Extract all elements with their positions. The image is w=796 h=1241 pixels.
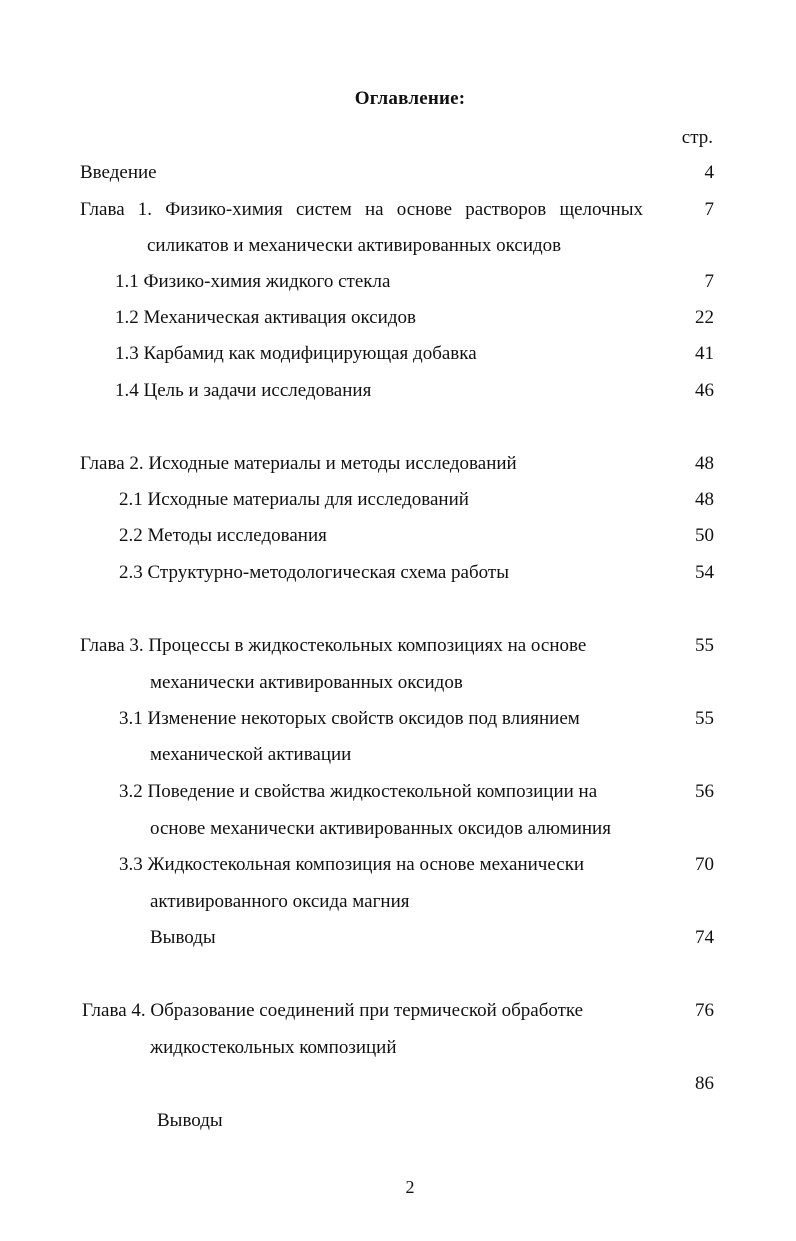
toc-chapter-heading: Глава 2. Исходные материалы и методы исследований <box>80 453 517 474</box>
page-number: 2 <box>405 1177 415 1197</box>
toc-entry-continuation: основе механически активированных оксидов алюминия <box>150 818 611 839</box>
toc-entry-page: 7 <box>704 271 714 292</box>
toc-entry-page: 74 <box>695 927 714 948</box>
toc-chapter-heading: Глава 3. Процессы в жидкостекольных композициях на основе <box>80 635 587 656</box>
toc-entry-page: 54 <box>695 562 714 583</box>
toc-entry-page: 48 <box>695 489 714 510</box>
toc-entry-text: 3.2 Поведение и свойства жидкостекольной композиции на <box>119 781 598 802</box>
toc-entry-text: 1.4 Цель и задачи исследования <box>115 380 372 401</box>
toc-entry-continuation: силикатов и механически активированных оксидов <box>147 235 562 256</box>
toc-entry-text: Выводы <box>157 1110 223 1131</box>
toc-entry-page: 48 <box>695 453 714 474</box>
page-column-header: стр. <box>681 127 713 148</box>
toc-entry-text: 3.1 Изменение некоторых свойств оксидов под влиянием <box>119 708 580 729</box>
toc-entry-page: 41 <box>695 343 714 364</box>
toc-entry-text: Выводы <box>150 927 216 948</box>
toc-entry-page: 7 <box>704 199 714 220</box>
toc-entry-page: 70 <box>695 854 714 875</box>
toc-entry-text: 3.3 Жидкостекольная композиция на основе механически <box>119 854 585 875</box>
toc-entry-page: 46 <box>695 380 714 401</box>
toc-entry-page: 50 <box>695 525 714 546</box>
toc-entry-text: 1.3 Карбамид как модифицирующая добавка <box>115 343 477 364</box>
toc-chapter-heading: Глава 4. Образование соединений при термической обработке <box>82 1000 584 1021</box>
toc-entry-page: 86 <box>695 1073 714 1094</box>
toc-entry-continuation: механической активации <box>150 744 352 765</box>
toc-entry-continuation: жидкостекольных композиций <box>150 1037 397 1058</box>
toc-entry-text: 2.3 Структурно-методологическая схема работы <box>119 562 509 583</box>
toc-entry-text: 2.1 Исходные материалы для исследований <box>119 489 469 510</box>
toc-entry-page: 76 <box>695 1000 714 1021</box>
toc-entry-page: 22 <box>695 307 714 328</box>
toc-entry-text: Введение <box>80 162 157 183</box>
toc-entry-continuation: механически активированных оксидов <box>150 672 463 693</box>
toc-entry-continuation: активированного оксида магния <box>150 891 410 912</box>
toc-entry-page: 56 <box>695 781 714 802</box>
toc-entry-text: 1.1 Физико-химия жидкого стекла <box>115 271 391 292</box>
page-title: Оглавление: <box>354 88 466 109</box>
toc-entry-page: 4 <box>704 162 714 183</box>
toc-entry-text: 2.2 Методы исследования <box>119 525 327 546</box>
toc-entry-page: 55 <box>695 635 714 656</box>
toc-entry-text: 1.2 Механическая активация оксидов <box>115 307 416 328</box>
toc-chapter-heading: Глава 1. Физико-химия систем на основе растворов щелочных <box>80 199 643 220</box>
toc-entry-page: 55 <box>695 708 714 729</box>
